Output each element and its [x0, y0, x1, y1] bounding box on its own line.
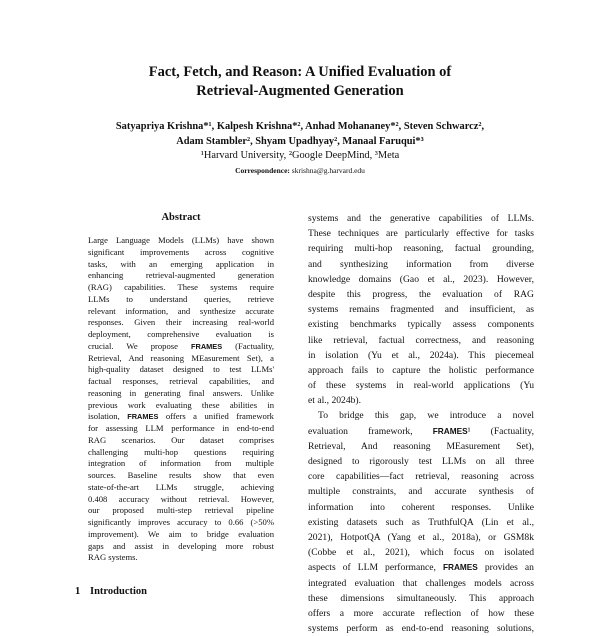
abstract-line: enhancing retrieval-augmented generation — [88, 270, 274, 281]
author-line-2: Adam Stambler², Shyam Upadhyay², Manaal Faruqui*³ — [176, 136, 424, 147]
introduction-line: systems remains fragmented and insufficient, as — [308, 304, 534, 316]
abstract-heading: Abstract — [161, 212, 201, 223]
abstract-line: relevant information, and synthesize accurate — [88, 305, 274, 316]
introduction-line: these dimensions simultaneously. This approach — [308, 592, 534, 604]
abstract-line: significantly improves accuracy to 0.66 (>50% — [88, 517, 274, 527]
abstract-line: gaps and assist in developing more robust — [88, 540, 274, 551]
introduction-line: To bridge this gap, we introduce a novel — [318, 410, 534, 422]
introduction-line: systems and the generative capabilities of LLMs. — [308, 213, 534, 224]
abstract-line: high-quality dataset designed to test LLMs' — [88, 364, 274, 375]
abstract-line: deployment, comprehensive evaluation is — [88, 329, 274, 339]
introduction-line: existing datasets such as TruthfulQA (Lin et al., — [308, 516, 534, 528]
introduction-line: systems perform as end-to-end reasoning solutions, — [308, 623, 534, 635]
introduction-line: aspects of LLM performance, FRAMES provides an — [308, 562, 534, 574]
abstract-line: tasks, with an emerging application in — [88, 258, 274, 269]
abstract-line: integration of information from multiple — [88, 458, 274, 469]
introduction-line: 2021), HotpotQA (Yang et al., 2018a), or GSM8k — [308, 531, 534, 543]
abstract-line: improvement). We aim to bridge evaluation — [88, 528, 274, 539]
affiliations: ¹Harvard University, ²Google DeepMind, ³Meta — [200, 150, 400, 161]
section-heading-introduction — [75, 585, 147, 599]
abstract-line: isolation, FRAMES offers a unified framework — [88, 411, 274, 422]
introduction-line: despite this progress, the evaluation of RAG — [308, 288, 534, 300]
abstract-line: for assessing LLM performance in end-to-end — [88, 423, 274, 433]
introduction-line: information into coherent responses. Unlike — [308, 501, 534, 513]
section-title: Introduction — [90, 586, 147, 597]
introduction-line: knowledge domains (Gao et al., 2023). However, — [308, 273, 534, 285]
introduction-line: integrated evaluation that challenges models across — [308, 577, 534, 589]
introduction-line: in isolation (Yu et al., 2024a). This piecemeal — [308, 349, 534, 361]
introduction-line: and synthesizing information from diverse — [308, 258, 534, 270]
paper-title — [0, 63, 600, 101]
abstract-line: previous work evaluating these abilities in — [88, 399, 274, 410]
frames-name: FRAMES — [127, 412, 159, 422]
abstract-line: LLMs to understand queries, retrieve — [88, 293, 274, 304]
introduction-line: evaluation framework, FRAMES¹ (Factuality, — [308, 425, 534, 437]
abstract-line: reasoning in generating final answers. Unlike — [88, 387, 274, 398]
abstract-line: sources. Baseline results show that even — [88, 470, 274, 480]
introduction-line: Retrieval, And reasoning MEasurement Set), — [308, 440, 534, 452]
abstract-line: factual responses, retrieval capabilities, and — [88, 376, 274, 386]
abstract-line: crucial. We propose FRAMES (Factuality, — [88, 340, 274, 351]
correspondence — [0, 165, 600, 176]
author-list — [0, 119, 600, 149]
introduction-line: et al., 2024b). — [308, 395, 362, 407]
frames-name: FRAMES — [190, 341, 223, 351]
abstract-body — [88, 235, 274, 564]
section-number: 1 — [75, 586, 81, 597]
introduction-line: approach fails to capture the holistic performance — [308, 364, 534, 376]
abstract-line: our proposed multi-step retrieval pipeline — [88, 505, 274, 516]
introduction-line: requiring multi-hop reasoning, factual grounding, — [308, 243, 534, 255]
abstract-line: Retrieval, And reasoning MEasurement Set), a — [88, 352, 274, 363]
abstract-line: (RAG) capabilities. These systems require — [88, 282, 274, 292]
introduction-line: existing benchmarks typically assess components — [308, 319, 534, 331]
abstract-line: significant improvements across cognitive — [88, 246, 274, 257]
correspondence-label: Correspondence: — [235, 166, 290, 175]
correspondence-email[interactable]: skrishna@g.harvard.edu — [291, 166, 365, 175]
author-line-1: Satyapriya Krishna*¹, Kalpesh Krishna*², Anhad Mohananey*², Steven Schwarcz², — [115, 121, 485, 132]
introduction-line: of these systems in real-world applications (Yu — [308, 380, 534, 392]
introduction-line: These techniques are particularly effective for tasks — [308, 228, 534, 240]
abstract-line: RAG scenarios. Our dataset comprises — [88, 434, 274, 445]
introduction-line: core capabilities—fact retrieval, reasoning across — [308, 471, 534, 483]
introduction-line: (Cobbe et al., 2021), which focus on isolated — [308, 547, 534, 559]
abstract-line: state-of-the-art LLMs struggle, achieving — [88, 481, 274, 492]
introduction-line: designed to rigorously test LLMs on all three — [308, 456, 534, 467]
abstract-line: RAG systems. — [88, 552, 138, 563]
introduction-line: like retrieval, factual correctness, and reasoning — [308, 334, 534, 346]
frames-name: FRAMES — [442, 563, 478, 573]
abstract-line: 0.408 accuracy without retrieval. However, — [88, 493, 274, 504]
introduction-line: offers a more accurate reflection of how these — [308, 607, 534, 619]
abstract-line: Large Language Models (LLMs) have shown — [88, 235, 274, 245]
introduction-line: multiple constraints, and accurate synthesis of — [308, 486, 534, 498]
paper-title-line-1: Fact, Fetch, and Reason: A Unified Evaluation of — [148, 64, 452, 80]
introduction-body — [308, 211, 534, 636]
abstract-line: responses. Given their increasing real-world — [88, 317, 274, 328]
paper-title-line-2: Retrieval-Augmented Generation — [196, 83, 404, 99]
abstract-line: challenging multi-hop questions requiring — [88, 446, 274, 457]
frames-name: FRAMES — [432, 426, 468, 436]
